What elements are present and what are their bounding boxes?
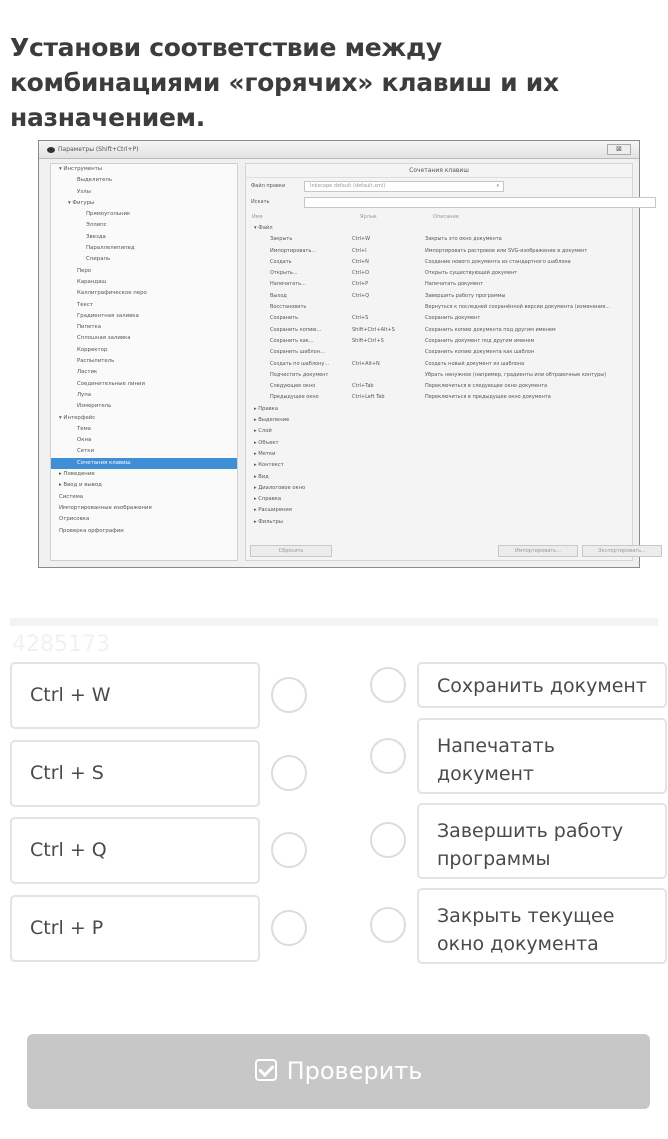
shortcut-name: Импортировать... (270, 247, 317, 254)
shortcut-keys: Ctrl+O (352, 270, 370, 277)
window-title-bar (39, 141, 639, 159)
left-radio-1[interactable] (271, 677, 307, 713)
shortcut-desc: Убрать ненужное (например, градиенты или обтравочные контуры) (425, 371, 607, 378)
tree-item: Текст (77, 301, 93, 308)
left-item-ctrl-q[interactable]: Ctrl + Q (10, 817, 260, 884)
shortcut-row (246, 392, 632, 403)
tree-item: ▾ Фигуры (68, 199, 95, 206)
tree-item: Перо (77, 267, 92, 274)
shortcut-group: ▸ Выделение (254, 417, 290, 424)
tree-item: ▸ Поведение (59, 471, 95, 478)
shortcut-keys: Ctrl+Left Tab (352, 394, 385, 401)
shortcut-row (246, 359, 632, 370)
shortcut-row (246, 246, 632, 257)
shortcut-keys: Shift+Ctrl+S (352, 337, 384, 344)
shortcut-group: ▸ Вид (254, 473, 269, 480)
tree-item: Сочетания клавиш (51, 458, 237, 469)
col-desc: Описание (433, 214, 459, 220)
close-icon: ⊠ (607, 144, 631, 155)
shortcut-desc: Импортировать растровое или SVG-изображение в документ (425, 247, 588, 254)
left-item-ctrl-p[interactable]: Ctrl + P (10, 895, 260, 962)
shortcut-keys: Ctrl+P (352, 281, 369, 288)
checkbox-icon (255, 1059, 277, 1081)
shortcut-name: Восстановить (270, 304, 307, 311)
shortcut-row (246, 325, 632, 336)
shortcut-group: ▸ Диалоговое окно (254, 484, 306, 491)
shortcut-desc: Переключиться в предыдущее окно документа (425, 394, 551, 401)
shortcut-row (246, 268, 632, 279)
shortcut-name: Сохранить (270, 315, 299, 322)
group-file: ▾ Файл (254, 225, 273, 231)
shortcut-group: ▸ Расширения (254, 507, 292, 514)
shortcut-desc: Сохранить документ (425, 315, 481, 322)
faded-task-id: 4285173 (12, 632, 110, 657)
shortcut-name: Напечатать... (270, 281, 306, 288)
shortcut-keys: Ctrl+Q (352, 292, 370, 299)
preferences-tree (50, 163, 238, 561)
left-item-ctrl-w[interactable]: Ctrl + W (10, 662, 260, 729)
shortcut-row (246, 347, 632, 358)
tree-item: Спираль (86, 256, 111, 263)
shortcut-row (246, 336, 632, 347)
shortcut-row (246, 381, 632, 392)
shortcut-group: ▸ Объект (254, 439, 279, 446)
file-select: Inkscape default (default.xml) ▾ (304, 181, 504, 192)
shortcut-desc: Создание нового документа из стандартного шаблона (425, 258, 571, 265)
tree-item: Пипетка (77, 324, 102, 331)
shortcut-keys: Ctrl+Tab (352, 383, 374, 390)
shortcut-name: Следующее окно (270, 383, 316, 390)
shortcut-name: Подчистить документ (270, 371, 329, 378)
shortcut-name: Создать по шаблону... (270, 360, 330, 367)
shortcut-row (246, 370, 632, 381)
tree-item: Градиентная заливка (77, 312, 139, 319)
shortcut-desc: Напечатать документ (425, 281, 484, 288)
shortcut-keys: Ctrl+W (352, 236, 371, 243)
shortcut-desc: Открыть существующий документ (425, 270, 518, 277)
tree-item: Импортированные изображения (59, 504, 152, 511)
inkscape-preferences-screenshot (38, 140, 646, 568)
tree-item: Отрисовка (59, 516, 90, 523)
tree-item: Проверка орфографии (59, 527, 124, 534)
right-radio-4[interactable] (370, 907, 406, 943)
col-name: Имя (252, 214, 263, 220)
shortcut-desc: Создать новый документ из шаблона (425, 360, 525, 367)
shortcut-name: Выход (270, 292, 287, 299)
tree-item: Прямоугольник (86, 211, 131, 218)
shortcut-name: Закрыть (270, 236, 293, 243)
tree-item: Корректор (77, 346, 108, 353)
left-radio-4[interactable] (271, 910, 307, 946)
shortcut-group: ▸ Слой (254, 428, 272, 435)
right-radio-2[interactable] (370, 738, 406, 774)
faded-divider (10, 618, 658, 626)
shortcut-row (246, 279, 632, 290)
left-item-ctrl-s[interactable]: Ctrl + S (10, 740, 260, 807)
tree-item: Параллелепипед (86, 245, 135, 252)
shortcut-keys (352, 370, 425, 381)
tree-item: Соединительные линии (77, 380, 146, 387)
window-title: Параметры (Shift+Ctrl+P) (58, 146, 139, 153)
shortcut-desc: Переключиться в следующее окно документа (425, 383, 548, 390)
search-label: Искать (251, 199, 270, 205)
shortcut-row (246, 291, 632, 302)
right-item-print[interactable]: Напечатать документ (417, 718, 667, 794)
right-item-save[interactable]: Сохранить документ (417, 662, 667, 708)
tree-item: Окна (77, 437, 92, 444)
inkscape-icon (47, 147, 55, 153)
right-radio-3[interactable] (370, 822, 406, 858)
tree-item: Измеритель (77, 403, 112, 410)
import-button: Импортировать... (498, 545, 578, 557)
shortcut-keys (352, 347, 425, 358)
right-item-quit[interactable]: Завершить работу программы (417, 803, 667, 879)
shortcut-desc: Вернуться к последней сохранённой версии документа (изменения... (425, 304, 611, 311)
tree-item: Узлы (77, 188, 91, 195)
shortcut-keys (352, 302, 425, 313)
tree-item: Эллипс (86, 222, 107, 229)
shortcuts-table-header (246, 212, 632, 223)
shortcuts-panel (245, 163, 646, 561)
shortcut-desc: Сохранить копию документа как шаблон (425, 349, 535, 356)
shortcut-name: Сохранить копию... (270, 326, 322, 333)
tree-item: Карандаш (77, 278, 107, 285)
tree-item: Каллиграфическое перо (77, 290, 147, 297)
shortcut-group: ▸ Справка (254, 496, 282, 503)
left-radio-2[interactable] (271, 755, 307, 791)
shortcut-name: Создать (270, 258, 292, 265)
shortcut-keys: Shift+Ctrl+Alt+S (352, 326, 395, 333)
shortcut-row (246, 313, 632, 324)
shortcut-keys: Ctrl+S (352, 315, 369, 322)
shortcut-desc: Завершить работу программы (425, 292, 506, 299)
search-row (246, 194, 632, 210)
search-field (304, 197, 656, 208)
panel-title: Сочетания клавиш (246, 164, 632, 178)
tree-item: Тема (77, 425, 91, 432)
tree-item: Выделитель (77, 177, 113, 184)
tree-item: ▾ Инструменты (59, 166, 102, 172)
tree-item: Сетки (77, 448, 94, 455)
tree-item: Ластик (77, 369, 98, 376)
shortcut-group: ▸ Контекст (254, 462, 284, 469)
reset-button: Сбросить (250, 545, 332, 557)
file-row (246, 178, 632, 194)
tree-item: Лупа (77, 391, 92, 398)
shortcut-group: ▸ Метки (254, 450, 276, 457)
tree-item: ▸ Ввод и вывод (59, 482, 102, 489)
question-title: Установи соответствие между комбинациями «горячих» клавиш и их назначением. (10, 33, 559, 132)
shortcut-desc: Сохранить документ под другим именем (425, 337, 535, 344)
file-label: Файл правки (251, 183, 286, 189)
shortcut-name: Сохранить как... (270, 337, 314, 344)
shortcut-group: ▸ Фильтры (254, 518, 283, 525)
tree-item: Распылитель (77, 358, 115, 365)
tree-item: ▾ Интерфейс (59, 414, 96, 421)
shortcut-name: Сохранить шаблон... (270, 349, 325, 356)
shortcut-keys: Ctrl+N (352, 258, 369, 265)
shortcut-group: ▸ Правка (254, 405, 278, 412)
shortcut-desc: Закрыть это окно документа (425, 236, 502, 243)
tree-item: Система (59, 493, 84, 500)
shortcut-row (246, 257, 632, 268)
right-radio-1[interactable] (370, 667, 406, 703)
shortcut-keys: Ctrl+Alt+N (352, 360, 380, 367)
shortcut-name: Предыдущее окно (270, 394, 319, 401)
col-keys: Ярлык (360, 214, 377, 220)
export-button: Экспортировать... (582, 545, 662, 557)
shortcut-name: Открыть... (270, 270, 298, 277)
tree-item: Сплошная заливка (77, 335, 131, 342)
shortcut-row (246, 234, 632, 245)
shortcut-row (246, 302, 632, 313)
check-button-label: Проверить (286, 1057, 423, 1085)
left-radio-3[interactable] (271, 832, 307, 868)
shortcut-keys: Ctrl+I (352, 247, 367, 254)
check-button[interactable] (27, 1034, 650, 1109)
tree-item: Звезда (86, 233, 106, 240)
shortcut-desc: Сохранить копию документа под другим именем (425, 326, 556, 333)
right-item-close[interactable]: Закрыть текущее окно документа (417, 888, 667, 964)
